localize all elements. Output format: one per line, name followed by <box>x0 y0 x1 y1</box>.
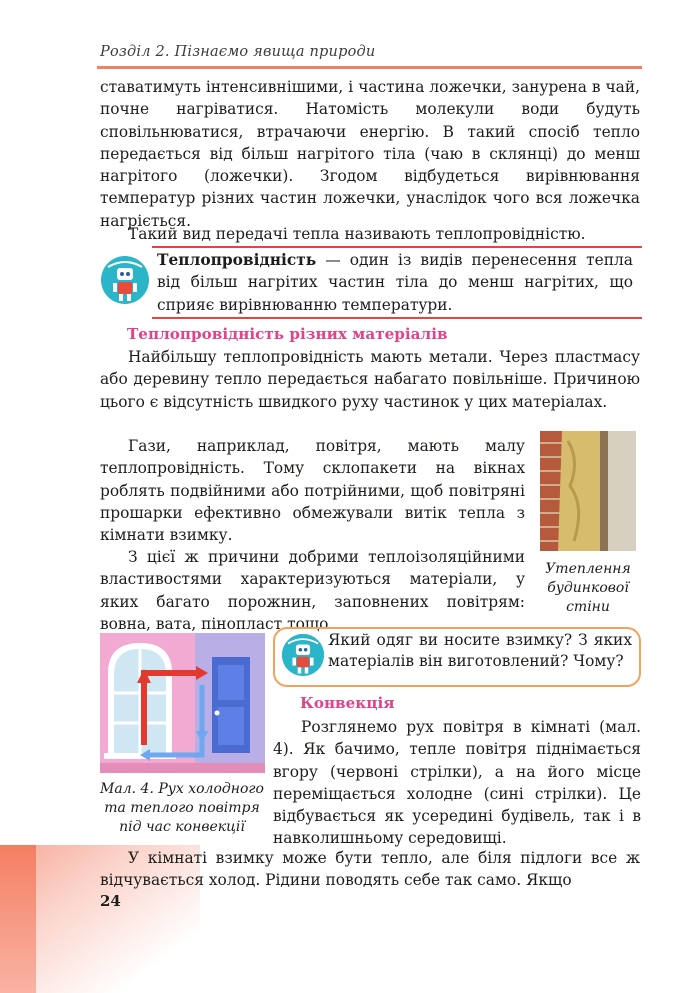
convection-paragraph: Розглянемо рух повітря в кімнаті (мал. 4). Як бачимо, тепле повітря піднімається вгору (червоні стрілки), а на його місце переміщається холодне (сині стрілки). Це відбувається як усередині будівель, так і в навколишньому середовищі. <box>273 718 641 848</box>
robot-icon <box>281 633 325 677</box>
figure-caption: Мал. 4. Рух холодного та теплого повітря під час конвекції <box>100 781 264 835</box>
definition-bottom-rule <box>152 317 642 319</box>
intro-conclusion: Такий вид передачі тепла називають теплопровідністю. <box>128 225 586 243</box>
definition-term: Теплопровідність <box>157 251 317 269</box>
section-heading-convection: Конвекція <box>300 694 395 712</box>
corner-stripe <box>0 845 36 993</box>
insulation-paragraph: З цієї ж причини добрими теплоізоляційними властивостями характеризуються матеріали, у яких багато порожнин, заповнених повітрям: вовна, вата, пінопласт тощо. <box>100 548 525 633</box>
photo-caption: Утеплення будинкової стіни <box>545 561 631 615</box>
convection-illustration <box>100 633 265 773</box>
robot-icon <box>100 255 150 305</box>
header-rule <box>97 66 642 69</box>
definition-text: — один із видів перенесення тепла від більш нагрітих частин тіла до менш нагрітих, що сприяє вирівнюванню температури. <box>157 251 633 314</box>
intro-paragraph: ставатимуть інтенсивнішими, і частина ложечки, занурена в чай, почне нагріватися. Натомість молекули води будуть сповільнюватися, втрачаючи енергію. В такий спосіб тепло передається від більш нагрітого тіла (чаю в склянці) до менш нагрітого (ложечки). Згодом відбудеться вирівнювання температур різних частин ложечки, унаслідок чого вся ложечка нагріється. <box>100 78 640 230</box>
gases-paragraph: Гази, наприклад, повітря, мають малу теплопровідність. Тому склопакети на вікнах роблять подвійними або потрійними, щоб повітряні прошарки ефективно обмежували витік тепла з кімнати взимку. <box>100 437 525 545</box>
definition-top-rule <box>152 246 642 248</box>
page-number: 24 <box>100 892 121 910</box>
wall-insulation-photo <box>540 431 636 551</box>
metals-paragraph: Найбільшу теплопровідність мають метали. Через пластмасу або деревину тепло передається набагато повільніше. Причиною цього є відсутність швидкого руху частинок у цих матеріалах. <box>100 348 640 411</box>
definition-box <box>157 249 633 316</box>
running-header: Розділ 2. Пізнаємо явища природи <box>100 44 376 60</box>
question-text: Який одяг ви носите взимку? З яких матеріалів він виготовлений? Чому? <box>328 631 632 670</box>
winter-room-paragraph: У кімнаті взимку може бути тепло, але біля підлоги все ж відчувається холод. Рідини поводять себе так само. Якщо <box>100 849 640 890</box>
section-heading-thermal-conductivity: Теплопровідність різних матеріалів <box>127 325 448 343</box>
